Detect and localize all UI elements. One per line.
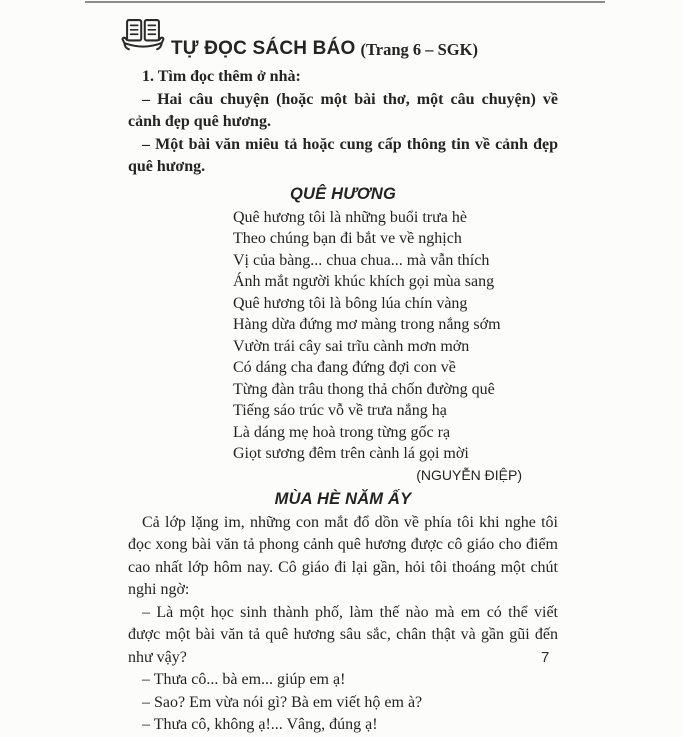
story-paragraph: Cả lớp lặng im, những con mắt đổ dồn về phía tôi khi nghe tôi đọc xong bài văn tả phong cảnh quê hương được cô giáo cho điểm cao nhất lớp hôm nay. Cô giáo đi lại gần, hỏi tôi thoáng một chút nghi ngờ:: [128, 513, 558, 598]
dialogue-line-3: – Sao? Em vừa nói gì? Bà em viết hộ em à?: [142, 693, 423, 711]
section-subtitle: (Trang 6 – SGK): [360, 39, 478, 59]
poem-line: Là dáng mẹ hoà trong từng gốc rạ: [233, 423, 451, 441]
task-heading: 1. Tìm đọc thêm ở nhà:: [142, 68, 301, 85]
dialogue-line-4: – Thưa cô, không ạ!... Vâng, đúng ạ!: [142, 716, 378, 733]
photo-top-edge-line: [85, 1, 605, 3]
open-book-in-hands-icon: [120, 16, 166, 61]
poem-author: (NGUYỄN ĐIỆP): [416, 466, 522, 483]
page-number: 7: [541, 649, 550, 666]
poem-body: [233, 207, 558, 465]
task-item-1: – Hai câu chuyện (hoặc một bài thơ, một câu chuyện) về cảnh đẹp quê hương.: [128, 90, 558, 130]
dialogue-line-2: – Thưa cô... bà em... giúp em ạ!: [142, 671, 346, 688]
poem-title: QUÊ HƯƠNG: [290, 184, 396, 203]
story-title: MÙA HÈ NĂM ẤY: [274, 489, 412, 508]
section-header: [120, 16, 558, 58]
poem-line: Ánh mắt người khúc khích gọi mùa sang: [233, 273, 495, 290]
dialogue-line-1: – Là một học sinh thành phố, làm thế nào mà em có thể viết được một bài văn tả quê hương sâu sắc, chân thật và gần gũi đến như vậy?: [128, 603, 558, 666]
poem-line: Giọt sương đêm trên cành lá gọi mời: [233, 445, 469, 462]
poem-line: Hàng dừa đứng mơ màng trong nắng sớm: [233, 316, 501, 333]
poem-line: Theo chúng bạn đi bắt ve về nghịch: [233, 230, 462, 247]
poem-line: Quê hương tôi là những buổi trưa hè: [233, 208, 467, 226]
poem-line: Quê hương tôi là bông lúa chín vàng: [233, 294, 468, 312]
poem-line: Từng đàn trâu thong thả chốn đường quê: [233, 380, 495, 398]
poem-line: Tiếng sáo trúc vỗ về trưa nắng hạ: [233, 402, 447, 419]
poem-line: Vườn trái cây sai trĩu cành mơn mởn: [233, 337, 470, 355]
section-title: TỰ ĐỌC SÁCH BÁO: [171, 38, 356, 59]
poem-line: Vị của bàng... chua chua... mà vẫn thích: [233, 251, 490, 269]
poem-line: Có dáng cha đang đứng đợi con về: [233, 359, 456, 376]
page-content: [128, 16, 558, 737]
task-item-2: – Một bài văn miêu tả hoặc cung cấp thông tin về cảnh đẹp quê hương.: [128, 135, 558, 175]
